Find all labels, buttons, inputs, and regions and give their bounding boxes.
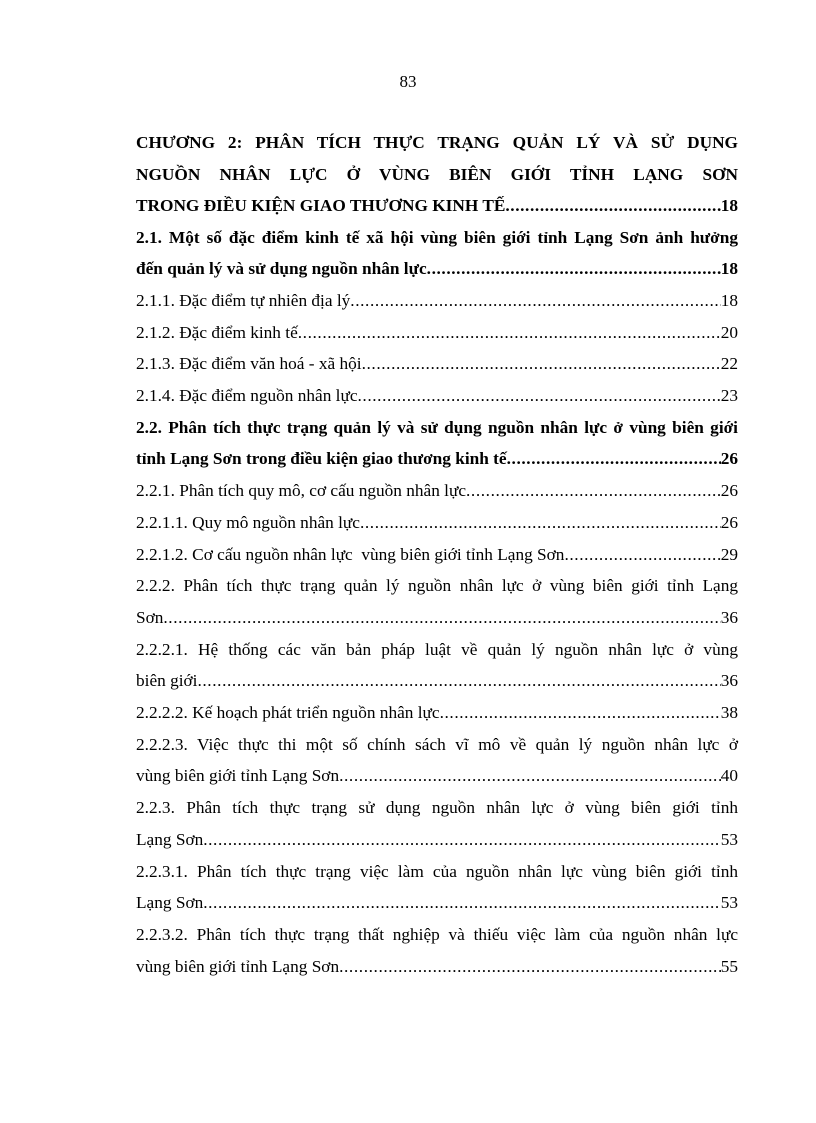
toc-page-number: 26 bbox=[720, 449, 738, 469]
toc-page-number: 36 bbox=[720, 607, 738, 627]
toc-entry-2-2-1-1[interactable] bbox=[136, 507, 738, 539]
toc-entry-2-2-2[interactable] bbox=[136, 570, 738, 633]
toc-entry-text: vùng biên giới tỉnh Lạng Sơn bbox=[136, 956, 340, 976]
toc-page-number: 18 bbox=[720, 259, 738, 279]
toc-entry-text: đến quản lý và sử dụng nguồn nhân lực bbox=[136, 259, 427, 279]
toc-entry-text: tỉnh Lạng Sơn trong điều kiện giao thương kinh tế bbox=[136, 449, 507, 469]
dot-leader bbox=[298, 317, 721, 349]
toc-entry-text: NGUỒN NHÂN LỰC Ở VÙNG BIÊN GIỚI TỈNH LẠNG SƠN bbox=[136, 164, 738, 184]
toc-entry-text: 2.2.2.2. Kế hoạch phát triển nguồn nhân lực bbox=[136, 703, 440, 723]
toc-entry-text: 2.2.2.3. Việc thực thi một số chính sách vĩ mô về quản lý nguồn nhân lực ở bbox=[136, 734, 738, 754]
dot-leader bbox=[339, 951, 721, 983]
table-of-contents bbox=[136, 127, 738, 982]
toc-page-number: 20 bbox=[720, 322, 738, 342]
toc-entry-text: 2.2.2. Phân tích thực trạng quản lý nguồn nhân lực ở vùng biên giới tỉnh Lạng bbox=[136, 576, 738, 596]
dot-leader bbox=[360, 507, 721, 539]
toc-entry-2-2-2-3[interactable] bbox=[136, 729, 738, 792]
dot-leader bbox=[362, 348, 721, 380]
toc-entry-text: 2.1.2. Đặc điểm kinh tế bbox=[136, 322, 298, 342]
toc-page-number: 36 bbox=[720, 671, 738, 691]
toc-page-number: 18 bbox=[720, 290, 738, 310]
toc-entry-text: Sơn bbox=[136, 607, 164, 627]
toc-entry-2-2-2-1[interactable] bbox=[136, 634, 738, 697]
toc-entry-text: 2.1.4. Đặc điểm nguồn nhân lực bbox=[136, 386, 358, 406]
toc-page-number: 55 bbox=[720, 956, 738, 976]
toc-entry-2-2-1-2[interactable] bbox=[136, 539, 738, 571]
dot-leader bbox=[197, 665, 720, 697]
dot-leader bbox=[358, 380, 721, 412]
toc-page-number: 23 bbox=[720, 386, 738, 406]
dot-leader bbox=[505, 190, 720, 222]
toc-entry-2-1-2[interactable] bbox=[136, 317, 738, 349]
toc-entry-2-2-1[interactable] bbox=[136, 475, 738, 507]
toc-entry-2-1-4[interactable] bbox=[136, 380, 738, 412]
toc-page-number: 53 bbox=[720, 829, 738, 849]
toc-entry-2-1[interactable] bbox=[136, 222, 738, 285]
toc-page-number: 53 bbox=[720, 893, 738, 913]
toc-entry-text: biên giới bbox=[136, 671, 198, 691]
toc-entry-2-2-3-1[interactable] bbox=[136, 856, 738, 919]
toc-entry-text: 2.1.3. Đặc điểm văn hoá - xã hội bbox=[136, 354, 362, 374]
dot-leader bbox=[203, 887, 721, 919]
toc-entry-text: 2.2.1.1. Quy mô nguồn nhân lực bbox=[136, 512, 360, 532]
toc-page-number: 29 bbox=[720, 544, 738, 564]
dot-leader bbox=[466, 475, 721, 507]
toc-entry-2-2-3[interactable] bbox=[136, 792, 738, 855]
toc-entry-text: 2.1.1. Đặc điểm tự nhiên địa lý bbox=[136, 290, 351, 310]
page-number: 83 bbox=[399, 72, 417, 91]
toc-entry-text: CHƯƠNG 2: PHÂN TÍCH THỰC TRẠNG QUẢN LÝ VÀ SỬ DỤNG bbox=[136, 133, 738, 152]
dot-leader bbox=[440, 697, 721, 729]
toc-entry-text: 2.1. Một số đặc điểm kinh tế xã hội vùng biên giới tỉnh Lạng Sơn ảnh hưởng bbox=[136, 227, 738, 247]
toc-entry-2-2-3-2[interactable] bbox=[136, 919, 738, 982]
toc-entry-2-2-2-2[interactable] bbox=[136, 697, 738, 729]
toc-entry-text: TRONG ĐIỀU KIỆN GIAO THƯƠNG KINH TẾ bbox=[136, 196, 506, 215]
toc-entry-2-1-1[interactable] bbox=[136, 285, 738, 317]
toc-entry-text: 2.2.1.2. Cơ cấu nguồn nhân lực vùng biên giới tỉnh Lạng Sơn bbox=[136, 544, 565, 564]
dot-leader bbox=[350, 285, 720, 317]
toc-entry-text: vùng biên giới tỉnh Lạng Sơn bbox=[136, 766, 340, 786]
toc-entry-text: 2.2.1. Phân tích quy mô, cơ cấu nguồn nhân lực bbox=[136, 481, 466, 501]
dot-leader bbox=[203, 824, 721, 856]
toc-page-number: 22 bbox=[720, 354, 738, 374]
toc-page-number: 40 bbox=[720, 766, 738, 786]
toc-entry-text: 2.2. Phân tích thực trạng quản lý và sử dụng nguồn nhân lực ở vùng biên giới bbox=[136, 417, 738, 437]
toc-page-number: 26 bbox=[720, 512, 738, 532]
toc-entry-text: 2.2.3. Phân tích thực trạng sử dụng nguồn nhân lực ở vùng biên giới tỉnh bbox=[136, 798, 738, 818]
toc-entry-text: 2.2.3.1. Phân tích thực trạng việc làm của nguồn nhân lực vùng biên giới tỉnh bbox=[136, 861, 738, 881]
dot-leader bbox=[564, 539, 720, 571]
toc-entry-text: Lạng Sơn bbox=[136, 893, 204, 913]
dot-leader bbox=[163, 602, 720, 634]
toc-entry-chapter-2[interactable] bbox=[136, 127, 738, 222]
toc-page-number: 38 bbox=[720, 703, 738, 723]
toc-page-number: 18 bbox=[720, 196, 738, 215]
dot-leader bbox=[427, 253, 721, 285]
toc-entry-2-1-3[interactable] bbox=[136, 348, 738, 380]
toc-entry-text: 2.2.3.2. Phân tích thực trạng thất nghiệp và thiếu việc làm của nguồn nhân lực bbox=[136, 924, 738, 944]
toc-entry-text: Lạng Sơn bbox=[136, 829, 204, 849]
dot-leader bbox=[507, 443, 721, 475]
toc-entry-text: 2.2.2.1. Hệ thống các văn bản pháp luật về quản lý nguồn nhân lực ở vùng bbox=[136, 639, 738, 659]
dot-leader bbox=[339, 760, 721, 792]
toc-entry-2-2[interactable] bbox=[136, 412, 738, 475]
toc-page-number: 26 bbox=[720, 481, 738, 501]
